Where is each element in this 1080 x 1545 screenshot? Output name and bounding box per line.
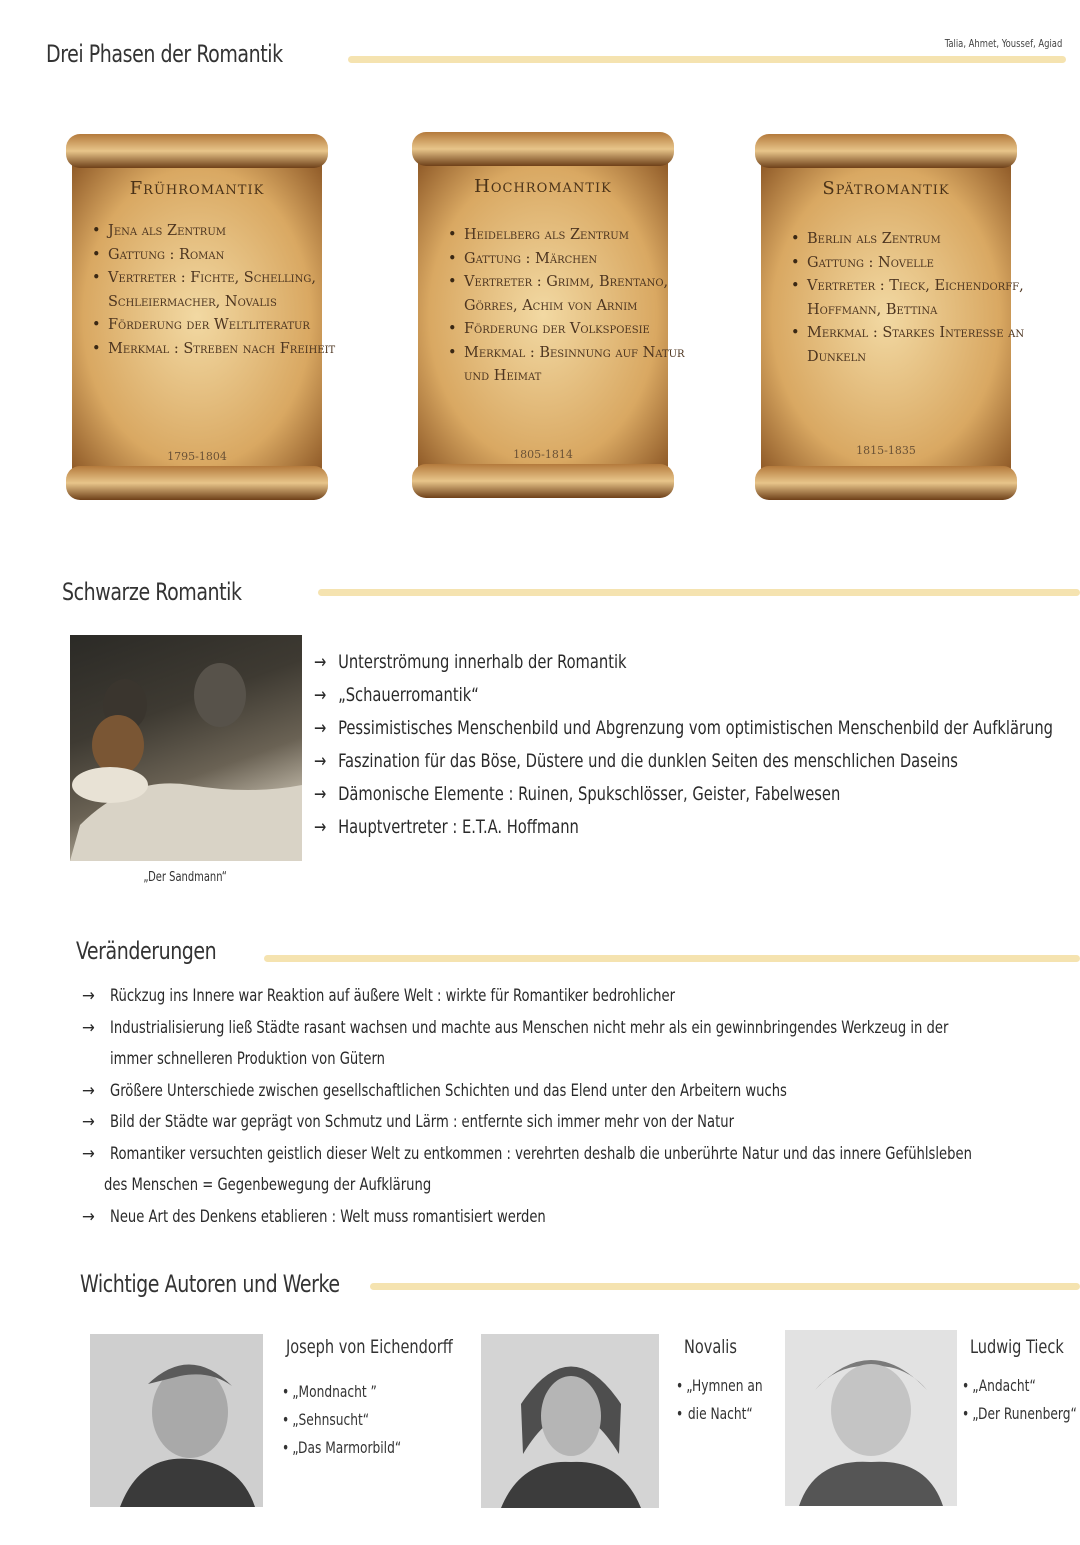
list-item-continuation: des Menschen = Gegenbewegung der Aufklärung xyxy=(104,1175,432,1195)
nightmare-painting-image xyxy=(70,635,302,861)
list-item: → Unterströmung innerhalb der Romantik xyxy=(314,646,1053,679)
list-item-continuation: immer schnelleren Produktion von Gütern xyxy=(110,1049,385,1069)
section-underline xyxy=(264,955,1080,962)
list-item: • Vertreter : Grimm, Brentano, Görres, Achim von Arnim xyxy=(464,271,690,318)
list-item: • Vertreter : Tieck, Eichendorff, Hoffmann, Bettina xyxy=(807,275,1033,322)
portrait-novalis-image xyxy=(481,1334,659,1508)
works-list xyxy=(962,1372,1080,1428)
phase-list xyxy=(442,224,690,389)
list-item: → Dämonische Elemente : Ruinen, Spukschlösser, Geister, Fabelwesen xyxy=(314,778,1053,811)
list-item: • Berlin als Zentrum xyxy=(807,228,1033,252)
section-underline xyxy=(318,589,1080,596)
phase-heading: Spätromantik xyxy=(822,178,950,199)
list-item: • „Sehnsucht“ xyxy=(282,1406,401,1434)
arrow-right-icon: → xyxy=(314,651,327,673)
list-item: • „Das Marmorbild“ xyxy=(282,1434,401,1462)
arrow-right-icon: → xyxy=(314,750,327,772)
scroll-hochromantik xyxy=(412,130,685,500)
veraenderungen-points xyxy=(82,981,1080,1233)
list-item: → Bild der Städte war geprägt von Schmutz und Lärm : entfernte sich immer mehr von der Natur xyxy=(82,1107,1080,1139)
list-item: → Faszination für das Böse, Düstere und die dunklen Seiten des menschlichen Daseins xyxy=(314,745,1053,778)
arrow-right-icon: → xyxy=(82,986,95,1006)
arrow-right-icon: → xyxy=(314,783,327,805)
arrow-right-icon: → xyxy=(82,1080,95,1101)
author-name: Ludwig Tieck xyxy=(970,1336,1064,1358)
phase-years: 1815-1835 xyxy=(856,444,916,457)
arrow-right-icon: → xyxy=(314,816,327,838)
works-list xyxy=(282,1378,422,1462)
list-item: → Romantiker versuchten geistlich dieser Welt zu entkommen : verehrten deshalb die unberührte Natur und das innere Gefühlsleben xyxy=(82,1139,1080,1171)
phase-years: 1795-1804 xyxy=(167,450,227,463)
image-caption: „Der Sandmann“ xyxy=(143,870,227,885)
painting-figures-icon xyxy=(70,635,302,861)
arrow-right-icon: → xyxy=(82,1112,95,1132)
list-item: • „Mondnacht ” xyxy=(282,1378,401,1406)
section-title-schwarze-romantik: Schwarze Romantik xyxy=(62,578,242,606)
list-item: • Gattung : Roman xyxy=(108,244,344,268)
list-item: → Rückzug ins Innere war Reaktion auf äußere Welt : wirkte für Romantiker bedrohlicher xyxy=(82,981,1080,1013)
list-item: → Hauptvertreter : E.T.A. Hoffmann xyxy=(314,811,1053,844)
arrow-right-icon: → xyxy=(314,717,327,739)
phase-heading: Hochromantik xyxy=(474,176,612,197)
list-item: • Merkmal : Besinnung auf Natur und Heimat xyxy=(464,342,690,389)
phase-heading: Frühromantik xyxy=(129,178,265,199)
section-title-veraenderungen: Veränderungen xyxy=(76,937,217,965)
author-name: Novalis xyxy=(684,1336,737,1358)
schwarze-romantik-points xyxy=(314,646,1080,844)
section-title-autoren: Wichtige Autoren und Werke xyxy=(80,1270,340,1298)
person-portrait-icon xyxy=(90,1334,263,1507)
arrow-right-icon: → xyxy=(82,1143,95,1164)
arrow-right-icon: → xyxy=(314,684,327,706)
works-list xyxy=(676,1372,778,1428)
list-item: • Gattung : Märchen xyxy=(464,248,690,272)
section-underline xyxy=(370,1283,1080,1290)
list-item-continuation: • die Nacht“ xyxy=(676,1400,763,1428)
person-portrait-icon xyxy=(481,1334,659,1508)
list-item: • Merkmal : Streben nach Freiheit xyxy=(108,338,344,362)
arrow-right-icon: → xyxy=(82,1206,95,1227)
list-item: → „Schauerromantik“ xyxy=(314,679,1053,712)
list-item: → Industrialisierung ließ Städte rasant wachsen und machte aus Menschen nicht mehr als ein gewinnbringendes Werkzeug in der xyxy=(82,1013,1080,1045)
title-underline xyxy=(348,56,1066,63)
author-credit: Talia, Ahmet, Youssef, Agiad xyxy=(944,37,1062,50)
portrait-eichendorff-image xyxy=(90,1334,263,1507)
list-item: → Neue Art des Denkens etablieren : Welt muss romantisiert werden xyxy=(82,1202,1080,1234)
scroll-fruehromantik xyxy=(66,132,336,502)
person-portrait-icon xyxy=(785,1330,957,1506)
list-item: • Merkmal : Starkes Interesse an Dunkeln xyxy=(807,322,1033,369)
list-item: • Förderung der Weltliteratur xyxy=(108,314,344,338)
list-item: • „Der Runenberg“ xyxy=(962,1400,1077,1428)
page-title: Drei Phasen der Romantik xyxy=(46,40,283,68)
list-item: • Vertreter : Fichte, Schelling, Schleiermacher, Novalis xyxy=(108,267,344,314)
phase-list xyxy=(785,228,1033,369)
list-item: → Größere Unterschiede zwischen gesellschaftlichen Schichten und das Elend unter den Arbeitern wuchs xyxy=(82,1076,1080,1108)
scroll-spaetromantik xyxy=(755,132,1025,502)
list-item: • Heidelberg als Zentrum xyxy=(464,224,690,248)
portrait-tieck-image xyxy=(785,1330,957,1506)
list-item: • Gattung : Novelle xyxy=(807,252,1033,276)
phase-list xyxy=(86,220,344,361)
author-name: Joseph von Eichendorff xyxy=(286,1336,453,1358)
list-item: • „Hymnen an xyxy=(676,1372,763,1400)
list-item: • Förderung der Volkspoesie xyxy=(464,318,690,342)
list-item: • Jena als Zentrum xyxy=(108,220,344,244)
arrow-right-icon: → xyxy=(82,1017,95,1038)
list-item: → Pessimistisches Menschenbild und Abgrenzung vom optimistischen Menschenbild der Aufklärung xyxy=(314,712,1053,745)
list-item: • „Andacht“ xyxy=(962,1372,1077,1400)
phase-years: 1805-1814 xyxy=(513,448,573,461)
